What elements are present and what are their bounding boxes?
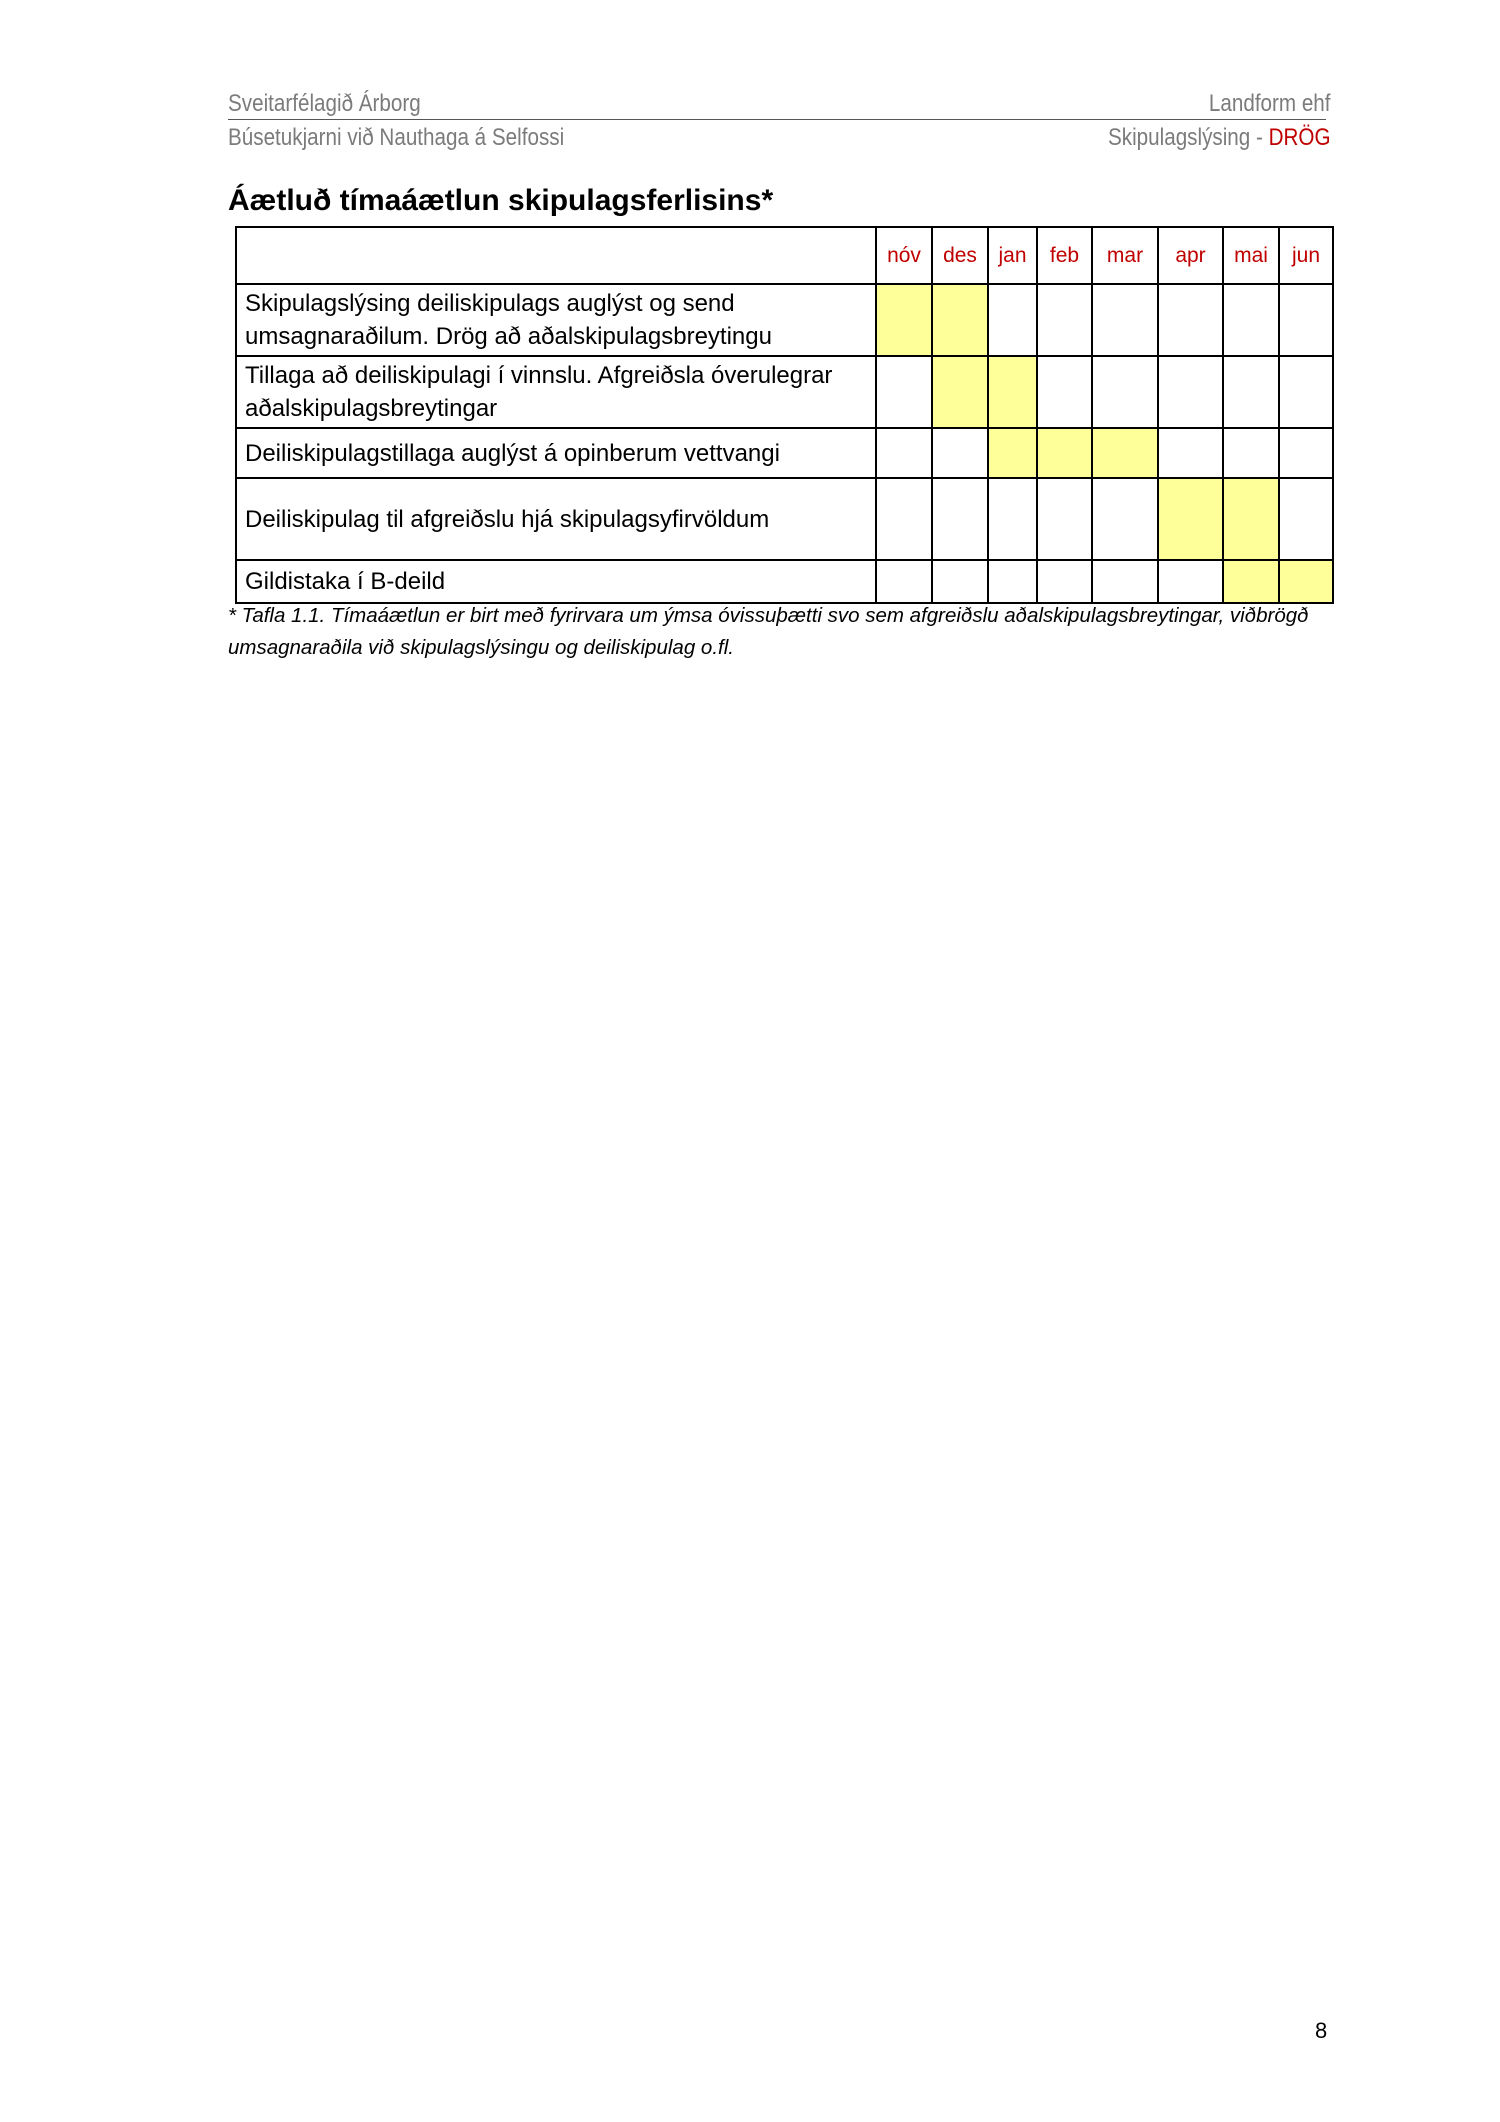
month-cell [1037,284,1092,356]
month-cell [932,428,988,478]
task-label: Gildistaka í B-deild [236,560,876,603]
task-label: Deiliskipulagstillaga auglýst á opinberum vettvangi [236,428,876,478]
month-cell [876,478,932,560]
schedule-table [235,226,1334,604]
month-cell [932,560,988,603]
month-header: mai [1223,227,1279,284]
header-blank-cell [236,227,876,284]
month-cell [1037,560,1092,603]
month-cell [1279,284,1333,356]
month-cell-active [988,356,1037,428]
month-cell [1092,560,1158,603]
header-row-bottom [228,124,1331,154]
month-cell [1037,356,1092,428]
schedule-row [236,428,1333,478]
month-cell [1158,284,1223,356]
month-cell [876,428,932,478]
month-header: feb [1037,227,1092,284]
month-cell-active [1279,560,1333,603]
month-cell [988,560,1037,603]
month-cell [1279,356,1333,428]
month-cell [876,356,932,428]
header-doc-type-label: Skipulagslýsing - [1107,124,1269,151]
month-cell-active [932,356,988,428]
schedule-row [236,284,1333,356]
month-cell-active [1092,428,1158,478]
month-cell-active [988,428,1037,478]
header-company: Landform ehf [1208,90,1331,117]
header-project: Búsetukjarni við Nauthaga á Selfossi [228,124,565,151]
month-header: nóv [876,227,932,284]
month-cell [876,560,932,603]
table-footnote: * Tafla 1.1. Tímaáætlun er birt með fyrirvara um ýmsa óvissuþætti svo sem afgreiðslu aðalskipulagsbreytingar, viðbrögð umsagnaraðila við skipulagslýsingu og deiliskipulag o.fl. [228,604,1309,659]
header-doc-type [1108,124,1331,152]
task-label: Skipulagslýsing deiliskipulags auglýst og send umsagnaraðilum. Drög að aðalskipulagsbreytingu [236,284,876,356]
month-header: jan [988,227,1037,284]
month-cell [1158,428,1223,478]
schedule-row [236,478,1333,560]
month-cell [1158,560,1223,603]
header-municipality: Sveitarfélagið Árborg [228,90,421,117]
schedule-row [236,356,1333,428]
header-divider [228,119,1326,120]
month-cell [1279,478,1333,560]
month-header: apr [1158,227,1223,284]
header-row-top [228,90,1331,120]
month-cell [1092,478,1158,560]
month-cell [1092,284,1158,356]
page-title: Áætluð tímaáætlun skipulagsferlisins* [228,184,774,217]
task-label: Deiliskipulag til afgreiðslu hjá skipulagsyfirvöldum [236,478,876,560]
page-number: 8 [1315,2018,1328,2043]
month-cell [1223,284,1279,356]
month-header: des [932,227,988,284]
month-cell-active [1037,428,1092,478]
month-cell [988,284,1037,356]
month-cell [988,478,1037,560]
schedule-header-row [236,227,1333,284]
month-cell [1223,428,1279,478]
month-cell [1037,478,1092,560]
month-cell [1158,356,1223,428]
month-header: jun [1279,227,1333,284]
month-cell-active [1223,478,1279,560]
schedule-row [236,560,1333,603]
header-draft-label: DRÖG [1268,124,1331,151]
month-cell [1092,356,1158,428]
month-cell [932,478,988,560]
month-cell-active [932,284,988,356]
month-cell-active [1158,478,1223,560]
task-label: Tillaga að deiliskipulagi í vinnslu. Afgreiðsla óverulegrar aðalskipulagsbreytingar [236,356,876,428]
month-cell [1279,428,1333,478]
month-cell [1223,356,1279,428]
month-header: mar [1092,227,1158,284]
month-cell-active [876,284,932,356]
month-cell-active [1223,560,1279,603]
